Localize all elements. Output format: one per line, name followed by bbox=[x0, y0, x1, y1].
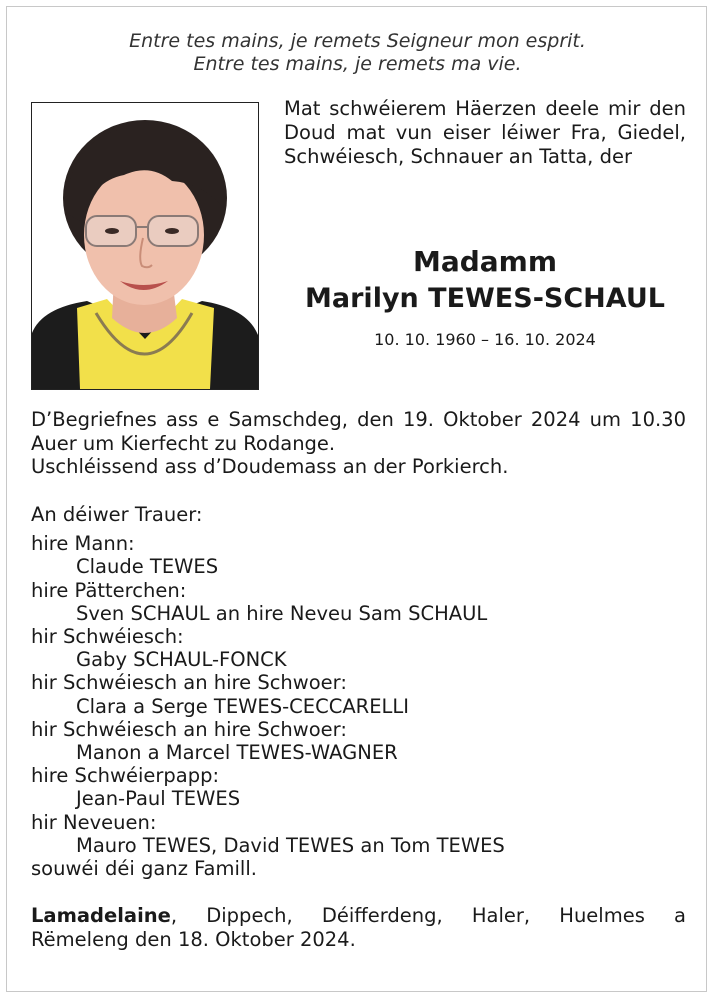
mourner-relation: hir Schwéiesch: bbox=[31, 625, 184, 649]
mourners-list bbox=[31, 503, 686, 880]
closing-places-rest: , Dippech, Déifferdeng, Haler, Huelmes a bbox=[170, 904, 686, 927]
mourner-relation: hire Pätterchen: bbox=[31, 578, 187, 602]
mourner-relation: hir Schwéiesch an hire Schwoer: bbox=[31, 671, 347, 695]
quote-line-1: Entre tes mains, je remets Seigneur mon esprit. bbox=[129, 30, 586, 52]
mourner-relation: hir Schwéiesch an hire Schwoer: bbox=[31, 717, 347, 741]
portrait-photo bbox=[31, 102, 259, 390]
deceased-title: Madamm bbox=[412, 245, 558, 278]
mourner-names: Claude TEWES bbox=[76, 555, 219, 579]
life-dates: 10. 10. 1960 – 16. 10. 2024 bbox=[374, 330, 596, 349]
closing-place-date bbox=[31, 904, 686, 952]
funeral-line-3: Uschléissend ass d’Doudemass an der Porkierch. bbox=[31, 455, 509, 478]
mourner-names: Sven SCHAUL an hire Neveu Sam SCHAUL bbox=[76, 601, 488, 625]
announcement-intro: Mat schwéierem Häerzen deele mir den Doud mat vun eiser léiwer Fra, Giedel, Schwéiesch, Schnauer an Tatta, der bbox=[284, 97, 686, 168]
mourner-names: Jean-Paul TEWES bbox=[76, 787, 241, 811]
funeral-line-1: D’Begriefnes ass e Samschdeg, den 19. Oktober 2024 um 10.30 bbox=[31, 408, 686, 431]
closing-line-1 bbox=[31, 904, 686, 928]
closing-line-2: Rëmeleng den 18. Oktober 2024. bbox=[31, 928, 356, 951]
deceased-name: Marilyn TEWES-SCHAUL bbox=[305, 283, 665, 314]
closing-place-bold: Lamadelaine bbox=[31, 904, 171, 927]
mourner-relation: hire Schwéierpapp: bbox=[31, 764, 220, 788]
quote-line-2: Entre tes mains, je remets ma vie. bbox=[193, 53, 522, 75]
mourner-names: Gaby SCHAUL-FONCK bbox=[76, 648, 287, 672]
portrait-illustration bbox=[32, 103, 258, 389]
mourner-relation: hir Neveuen: bbox=[31, 810, 157, 834]
funeral-details bbox=[31, 408, 686, 479]
epigraph-quote bbox=[0, 30, 715, 76]
mourner-names: Clara a Serge TEWES-CECCARELLI bbox=[76, 694, 410, 718]
mourner-names: Mauro TEWES, David TEWES an Tom TEWES bbox=[76, 833, 505, 857]
funeral-line-2: Auer um Kierfecht zu Rodange. bbox=[31, 431, 336, 455]
mourners-closing-line: souwéi déi ganz Famill. bbox=[31, 857, 257, 881]
mourner-relation: hire Mann: bbox=[31, 532, 135, 556]
mourner-names: Manon a Marcel TEWES-WAGNER bbox=[76, 741, 398, 765]
mourners-heading: An déiwer Trauer: bbox=[31, 503, 203, 526]
